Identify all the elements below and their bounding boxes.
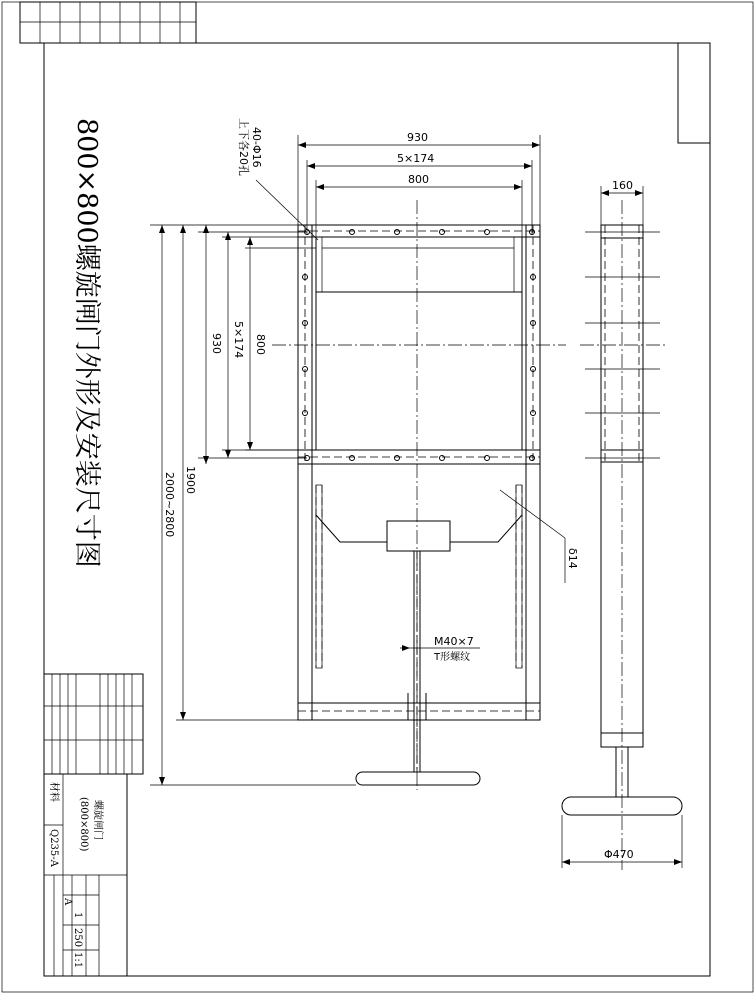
dim-pitch-top: 5×174 (397, 152, 435, 165)
dim-800-top: 800 (408, 173, 429, 186)
material-label: 材料 (48, 782, 59, 802)
quantity-value: 1 (72, 912, 83, 919)
top-stamp-grid (20, 2, 196, 43)
dim-pitch-left: 5×174 (232, 321, 245, 359)
scale-value: 1:1 (72, 952, 83, 969)
dimensions-top (256, 135, 540, 240)
corner-box (678, 43, 710, 143)
stage-value: A (62, 898, 73, 906)
material-value: Q235-A (48, 829, 59, 867)
dim-470: Φ470 (604, 848, 634, 861)
dim-plate: δ14 (566, 548, 579, 569)
outer-border (2, 2, 753, 992)
side-view (562, 186, 682, 870)
part-size: (800×800) (78, 797, 89, 852)
thread-spec-2: T形螺纹 (434, 652, 471, 663)
dim-930-left: 930 (210, 333, 223, 354)
nut-block (387, 521, 450, 551)
thread-spec-1: M40×7 (434, 635, 474, 648)
dim-800-left: 800 (254, 334, 267, 355)
inner-frame (44, 43, 710, 976)
hole-spec-2: 上下各20孔 (237, 118, 250, 176)
top-bolt-holes (305, 230, 535, 235)
dim-1900: 1900 (184, 466, 197, 494)
dimensions-left (150, 225, 356, 785)
dim-2000-2800: 2000~2800 (163, 472, 176, 538)
hole-spec-1: 40-Φ16 (250, 127, 263, 168)
dim-160: 160 (612, 179, 633, 192)
handwheel-front (356, 772, 480, 785)
front-view (272, 200, 566, 790)
drawing-title: 800×800螺旋闸门外形及安装尺寸图 (71, 118, 102, 568)
dim-930-top: 930 (407, 131, 428, 144)
part-name: 螺旋闸门 (92, 800, 103, 840)
bottom-bolt-holes (305, 456, 535, 461)
revision-grid (44, 674, 143, 774)
weight-value: 250 (72, 928, 83, 948)
gate-plate (316, 237, 522, 450)
